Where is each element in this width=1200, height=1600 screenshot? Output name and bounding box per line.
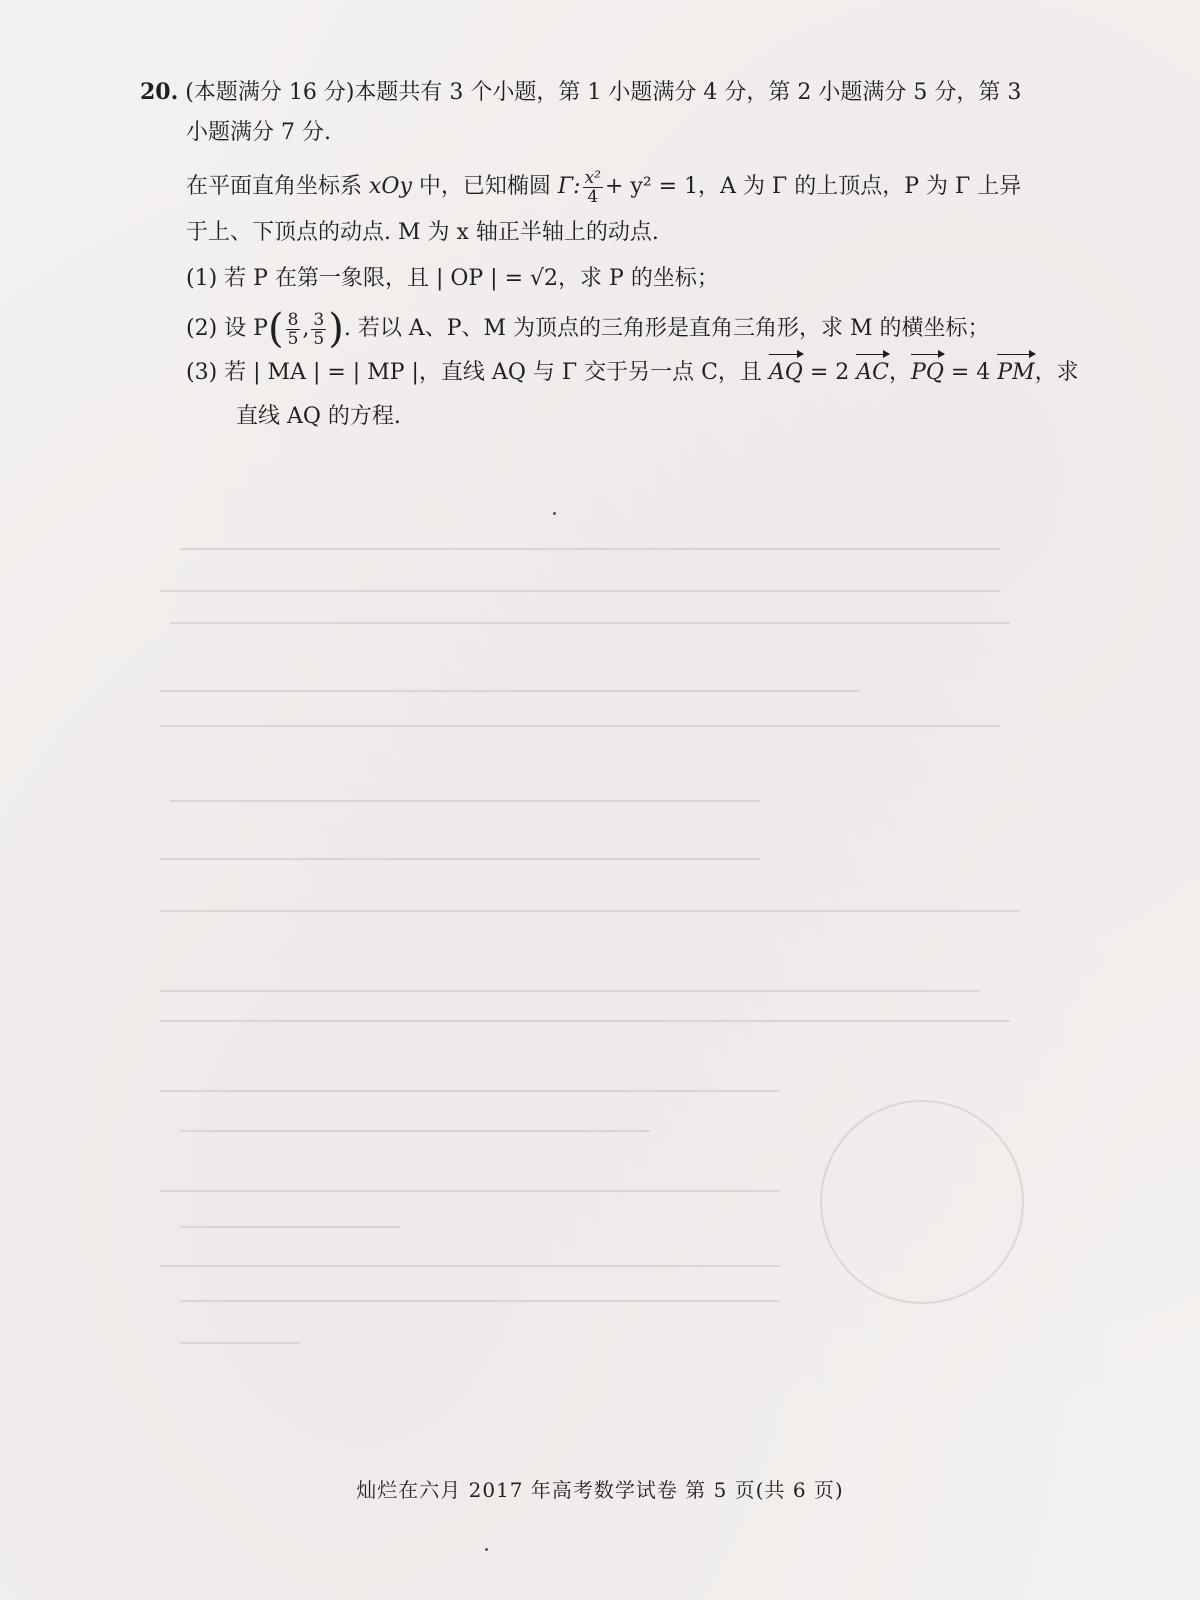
intro-text: 在平面直角坐标系 [186, 174, 369, 199]
problem-intro-line2: 于上、下顶点的动点. M 为 x 轴正半轴上的动点. [186, 220, 659, 245]
part-2-text: . 若以 A、P、M 为顶点的三角形是直角三角形，求 M 的横坐标； [343, 316, 990, 341]
equals-text: = 4 [943, 360, 998, 385]
part-2-label: (2) 设 P [186, 316, 268, 341]
part-3-text: (3) 若 | MA | = | MP |，直线 AQ 与 Γ 交于另一点 C，且 [186, 360, 769, 385]
vector-pm: PM [997, 353, 1034, 393]
fraction-numerator: x² [584, 167, 601, 188]
left-paren: ( [267, 306, 284, 352]
fraction-denominator: 5 [313, 328, 325, 349]
speck [553, 512, 556, 515]
ellipse-equation-rest: + y² = 1， [604, 174, 721, 199]
part-2 [140, 306, 1060, 352]
part-2-fraction-x [286, 311, 301, 348]
part-3-text: ，求 [1034, 360, 1079, 385]
comma: ， [889, 360, 912, 385]
speck [485, 1548, 488, 1551]
fraction-numerator: 3 [313, 309, 325, 330]
part-3-line2: 直线 AQ 的方程. [236, 404, 401, 429]
intro-text: A 为 Γ 的上顶点，P 为 Γ 上异 [720, 174, 1022, 199]
problem-header [140, 72, 1060, 113]
coordinate-system: xOy [369, 174, 412, 199]
comma: , [302, 316, 310, 341]
problem-header-line1: (本题满分 16 分)本题共有 3 个小题，第 1 小题满分 4 分，第 2 小题满分 5 分，第 3 [185, 80, 1022, 105]
part-1: (1) 若 P 在第一象限，且 | OP | = √2，求 P 的坐标； [186, 266, 719, 291]
fraction-denominator: 4 [587, 186, 599, 207]
intro-text: 中，已知椭圆 [411, 174, 558, 199]
problem-intro-line1 [140, 167, 1060, 207]
ellipse-name: Γ: [557, 174, 581, 199]
fraction-numerator: 8 [287, 309, 299, 330]
vector-pq: PQ [911, 353, 944, 393]
ellipse-fraction [583, 169, 603, 206]
equals-text: = 2 [802, 360, 857, 385]
page-footer: 灿烂在六月 2017 年高考数学试卷 第 5 页(共 6 页) [356, 1478, 844, 1502]
part-2-fraction-y [311, 311, 326, 348]
right-paren: ) [328, 306, 344, 352]
part-3 [140, 353, 1079, 393]
problem-number: 20. [140, 79, 179, 105]
vector-aq: AQ [769, 353, 803, 393]
problem-20 [140, 72, 1079, 437]
problem-header-line2: 小题满分 7 分. [186, 120, 331, 145]
fraction-denominator: 5 [287, 328, 299, 349]
vector-ac: AC [856, 353, 889, 393]
